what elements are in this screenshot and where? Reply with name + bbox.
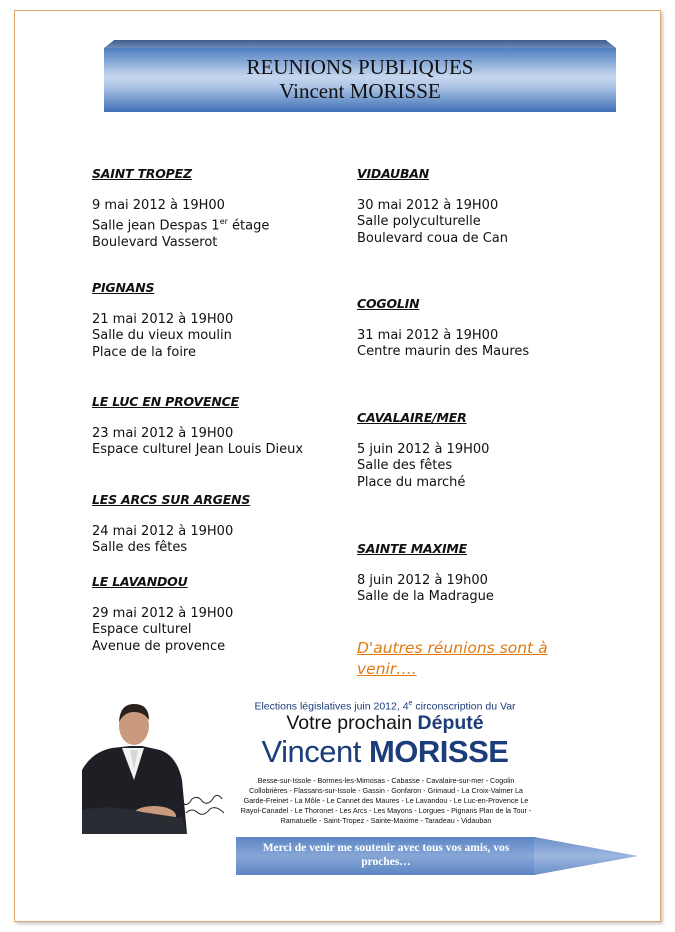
signature-handwriting bbox=[168, 785, 236, 820]
future-deputy-word: Député bbox=[417, 712, 484, 734]
event-date: 21 mai 2012 à 19H00 bbox=[92, 311, 234, 327]
future-deputy-line bbox=[232, 712, 538, 735]
event-saint-tropez bbox=[92, 166, 342, 251]
event-city: SAINT TROPEZ bbox=[92, 166, 192, 181]
event-venue: Salle polyculturelle bbox=[357, 214, 481, 229]
event-city: SAINTE MAXIME bbox=[357, 541, 467, 556]
event-city: CAVALAIRE/MER bbox=[357, 410, 467, 425]
event-le-lavandou bbox=[92, 574, 342, 655]
elections-line: Elections législatives juin 2012, 4e circonscription du Var bbox=[254, 700, 516, 713]
event-date: 9 mai 2012 à 19H00 bbox=[92, 197, 225, 213]
banner-face bbox=[104, 48, 616, 112]
title-banner bbox=[104, 40, 616, 112]
event-venue: Salle de la Madrague bbox=[357, 589, 494, 604]
event-cogolin bbox=[357, 296, 617, 361]
event-date: 29 mai 2012 à 19H00 bbox=[92, 605, 234, 621]
event-city: VIDAUBAN bbox=[357, 166, 430, 181]
event-city: LES ARCS SUR ARGENS bbox=[92, 492, 251, 507]
event-date: 5 juin 2012 à 19H00 bbox=[357, 441, 490, 457]
future-deputy-prefix: Votre prochain bbox=[286, 712, 418, 734]
event-venue: Espace culturel Jean Louis Dieux bbox=[92, 442, 304, 457]
event-address: Boulevard coua de Can bbox=[357, 230, 508, 246]
arrow-head bbox=[534, 837, 638, 875]
event-city: LE LUC EN PROVENCE bbox=[92, 394, 239, 409]
event-city: COGOLIN bbox=[357, 296, 420, 311]
event-venue: Salle jean Despas 1er étage bbox=[92, 217, 270, 234]
event-le-luc bbox=[92, 394, 342, 459]
more-meetings-note: D'autres réunions sont à venir…. bbox=[357, 639, 548, 678]
event-date: 24 mai 2012 à 19H00 bbox=[92, 523, 234, 539]
event-city: LE LAVANDOU bbox=[92, 574, 188, 589]
support-message: Merci de venir me soutenir avec tous vos amis, vos proches… bbox=[262, 842, 510, 868]
support-arrow bbox=[236, 837, 638, 875]
event-venue: Salle du vieux moulin bbox=[92, 328, 232, 343]
event-date: 31 mai 2012 à 19H00 bbox=[357, 327, 499, 343]
event-city: PIGNANS bbox=[92, 280, 155, 295]
event-venue: Centre maurin des Maures bbox=[357, 344, 530, 359]
event-address: Place du marché bbox=[357, 474, 466, 490]
candidate-last-name: MORISSE bbox=[368, 734, 509, 769]
towns-list: Besse-sur-Issole - Bormes-les-Mimosas - Cabasse - Cavalaire-sur-mer - Cogolin Collobrières - Flassans-sur-Issole - Gassin - Gonfaron - Grimaud - La Croix-Valmer La Garde-Freinet - La Môle - Le Cannet des Maures - Le Lavandou - Le Luc-en-Provence Le Rayol-Canadel - Le Thoronet - Les Arcs - Les Mayons - Lorgues - Pignans Plan de la Tour - Ramatuelle - Saint-Tropez - Sainte-Maxime - Taradeau - Vidauban bbox=[240, 776, 532, 825]
candidate-name bbox=[232, 734, 538, 770]
banner-title: REUNIONS PUBLIQUES bbox=[246, 55, 474, 79]
event-date: 30 mai 2012 à 19H00 bbox=[357, 197, 499, 213]
event-address: Place de la foire bbox=[92, 344, 196, 360]
event-les-arcs bbox=[92, 492, 342, 557]
candidate-first-name: Vincent bbox=[261, 734, 369, 769]
banner-bevel bbox=[104, 40, 616, 48]
banner-subtitle: Vincent MORISSE bbox=[279, 79, 441, 103]
event-date: 23 mai 2012 à 19H00 bbox=[92, 425, 234, 441]
event-vidauban bbox=[357, 166, 617, 247]
event-venue: Salle des fêtes bbox=[92, 540, 188, 555]
event-address: Avenue de provence bbox=[92, 638, 226, 654]
event-sainte-maxime bbox=[357, 541, 617, 606]
event-date: 8 juin 2012 à 19h00 bbox=[357, 572, 488, 588]
event-cavalaire bbox=[357, 410, 617, 491]
event-pignans bbox=[92, 280, 342, 361]
event-address: Boulevard Vasserot bbox=[92, 234, 218, 250]
event-venue: Espace culturel bbox=[92, 622, 192, 637]
event-venue: Salle des fêtes bbox=[357, 458, 453, 473]
